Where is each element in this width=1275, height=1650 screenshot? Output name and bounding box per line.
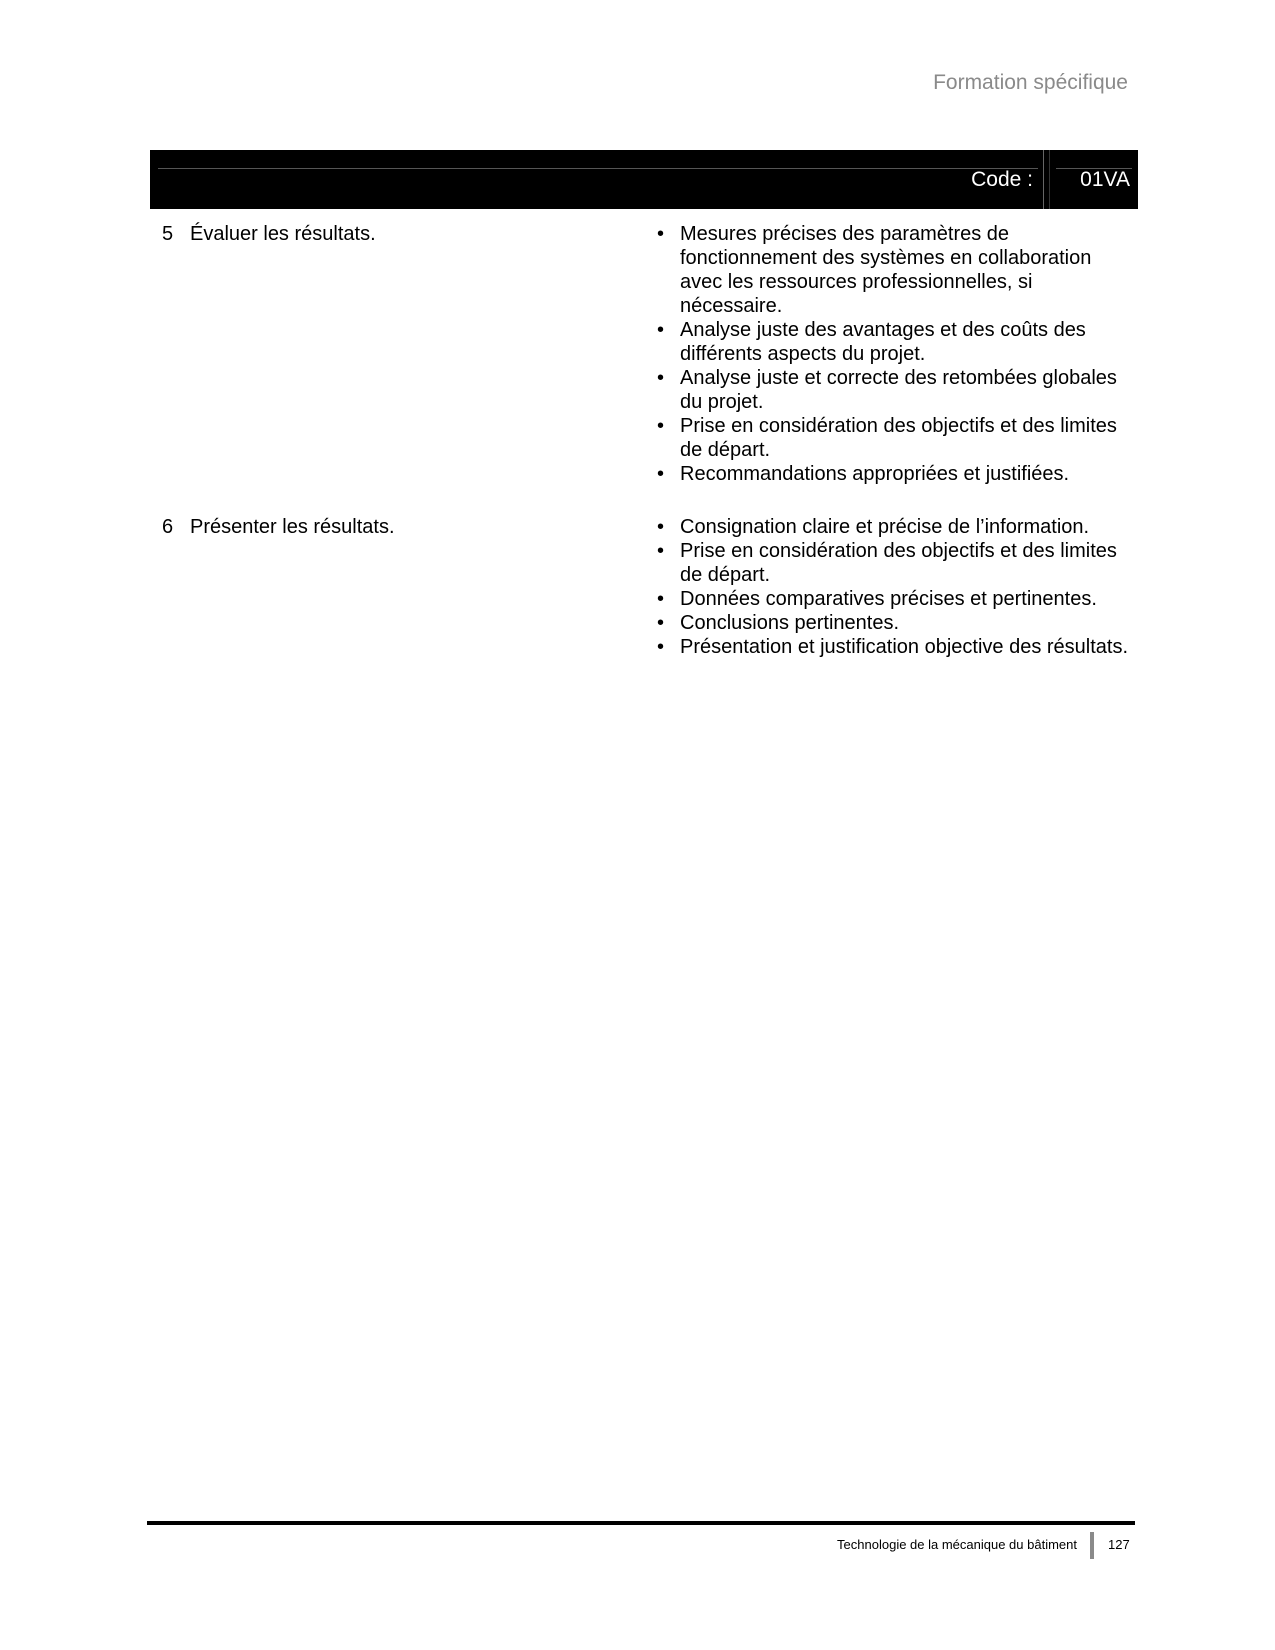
running-head: Formation spécifique	[933, 71, 1128, 94]
step-number: 5	[162, 223, 174, 245]
criteria-list	[650, 515, 1130, 659]
step-number: 6	[162, 516, 174, 538]
step-title	[162, 515, 395, 539]
criteria-list	[650, 222, 1130, 486]
step-text: Évaluer les résultats.	[190, 223, 376, 245]
criterion-item: • Mesures précises des paramètres de fonctionnement des systèmes en collaboration avec les ressources professionnelles, si nécessaire.	[650, 222, 1130, 318]
code-label: Code :	[971, 168, 1033, 191]
page-number: 127	[1108, 1537, 1130, 1552]
header-divider	[1043, 150, 1044, 209]
criterion-item: • Prise en considération des objectifs et des limites de départ.	[650, 539, 1130, 587]
code-value: 01VA	[1080, 168, 1130, 191]
criterion-item: • Prise en considération des objectifs et des limites de départ.	[650, 414, 1130, 462]
criterion-item: • Recommandations appropriées et justifiées.	[650, 462, 1130, 486]
header-rule	[158, 168, 1038, 169]
criterion-item: • Analyse juste et correcte des retombées globales du projet.	[650, 366, 1130, 414]
footer-separator	[1090, 1532, 1094, 1559]
footer-rule	[147, 1521, 1135, 1525]
header-divider	[1049, 150, 1050, 209]
criterion-item: • Conclusions pertinentes.	[650, 611, 1130, 635]
step-text: Présenter les résultats.	[190, 516, 395, 538]
criterion-item: • Données comparatives précises et pertinentes.	[650, 587, 1130, 611]
criterion-item: • Consignation claire et précise de l’information.	[650, 515, 1130, 539]
criterion-item: • Analyse juste des avantages et des coûts des différents aspects du projet.	[650, 318, 1130, 366]
footer-title: Technologie de la mécanique du bâtiment	[837, 1537, 1077, 1552]
step-title	[162, 222, 376, 246]
criterion-item: • Présentation et justification objective des résultats.	[650, 635, 1130, 659]
code-header-bar	[150, 150, 1138, 209]
